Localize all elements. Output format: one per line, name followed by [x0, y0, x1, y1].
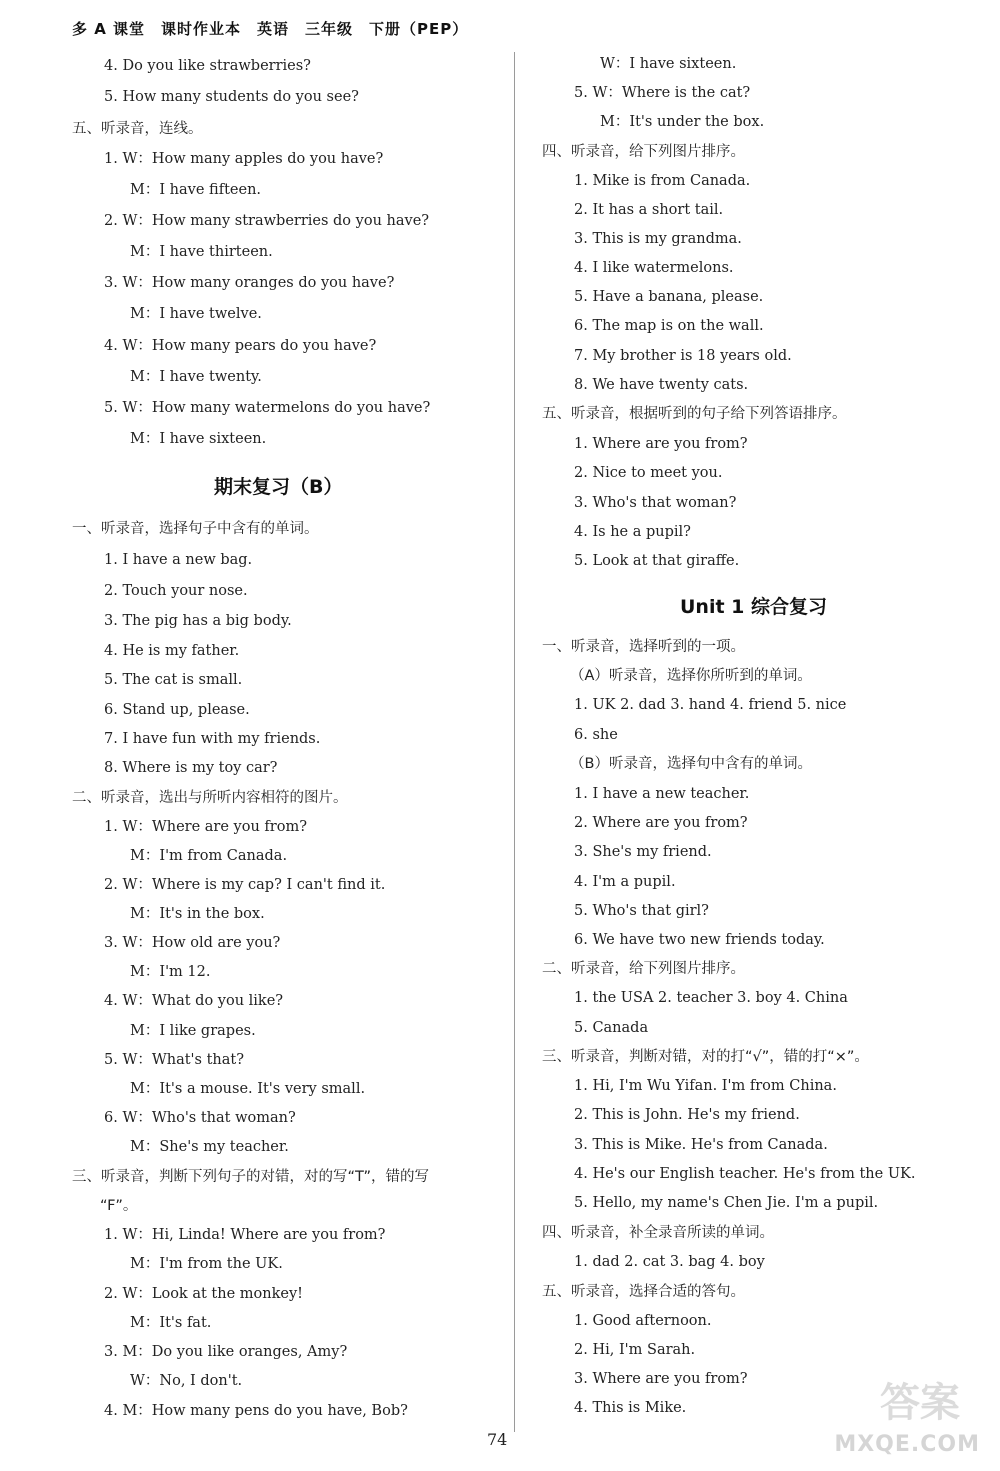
section-heading: （A）听录音，选择你所听到的单词。: [570, 668, 812, 684]
listening-line: 2. This is John. He's my friend.: [574, 1107, 800, 1123]
listening-line: 1. Hi, I'm Wu Yifan. I'm from China.: [574, 1078, 837, 1094]
listening-line: M：It's under the box.: [600, 114, 765, 130]
listening-line: 1. Where are you from?: [574, 436, 748, 452]
listening-line: 2. It has a short tail.: [574, 202, 724, 218]
listening-line: M：I like grapes.: [130, 1023, 256, 1039]
section-heading: 二、听录音，给下列图片排序。: [542, 961, 745, 977]
section-heading: 四、听录音，给下列图片排序。: [542, 144, 745, 160]
listening-line: 4. Do you like strawberries?: [104, 58, 311, 74]
section-title: Unit 1 综合复习: [680, 596, 827, 618]
listening-line: M：I'm from Canada.: [130, 848, 288, 864]
listening-line: 5. Hello, my name's Chen Jie. I'm a pupil.: [574, 1195, 879, 1211]
listening-line: 2. W：Where is my cap? I can't find it.: [104, 877, 386, 893]
listening-line: 2. W：How many strawberries do you have?: [104, 213, 430, 229]
listening-line: 1. dad 2. cat 3. bag 4. boy: [574, 1254, 765, 1270]
listening-line: 4. M：How many pens do you have, Bob?: [104, 1403, 408, 1419]
listening-line: 2. W：Look at the monkey!: [104, 1286, 303, 1302]
listening-line: 5. W：What's that?: [104, 1052, 245, 1068]
column-divider: [514, 52, 515, 1432]
listening-line: 1. W：How many apples do you have?: [104, 151, 384, 167]
section-heading: （B）听录音，选择句中含有的单词。: [570, 756, 812, 772]
section-heading: 四、听录音，补全录音所读的单词。: [542, 1225, 774, 1241]
listening-line: 1. Good afternoon.: [574, 1313, 712, 1329]
section-heading: 一、听录音，选择句子中含有的单词。: [72, 521, 319, 537]
listening-line: 1. the USA 2. teacher 3. boy 4. China: [574, 990, 848, 1006]
listening-line: 3. Where are you from?: [574, 1371, 748, 1387]
listening-line: 3. This is Mike. He's from Canada.: [574, 1137, 828, 1153]
section-heading: 五、听录音，选择合适的答句。: [542, 1284, 745, 1300]
listening-line: 3. She's my friend.: [574, 844, 712, 860]
listening-line: 4. I'm a pupil.: [574, 874, 676, 890]
section-title: 期末复习（B）: [214, 476, 343, 498]
listening-line: 5. How many students do you see?: [104, 89, 359, 105]
listening-line: M：I'm 12.: [130, 964, 211, 980]
listening-line: 3. Who's that woman?: [574, 495, 737, 511]
listening-line: M：I have twenty.: [130, 369, 262, 385]
listening-line: 8. Where is my toy car?: [104, 760, 278, 776]
listening-line: W：I have sixteen.: [600, 56, 737, 72]
watermark-site: MXQE.COM: [834, 1432, 980, 1457]
listening-line: M：It's fat.: [130, 1315, 212, 1331]
listening-line: 4. I like watermelons.: [574, 260, 734, 276]
listening-line: 4. Is he a pupil?: [574, 524, 691, 540]
listening-line: 3. W：How many oranges do you have?: [104, 275, 395, 291]
listening-line: 4. He's our English teacher. He's from the UK.: [574, 1166, 916, 1182]
listening-line: 1. Mike is from Canada.: [574, 173, 751, 189]
listening-line: M：I have thirteen.: [130, 244, 273, 260]
section-heading: 五、听录音，连线。: [72, 121, 203, 137]
listening-line: M：It's a mouse. It's very small.: [130, 1081, 366, 1097]
listening-line: M：I'm from the UK.: [130, 1256, 283, 1272]
watermark-mark: 答案: [880, 1380, 960, 1426]
section-heading: “F”。: [100, 1198, 138, 1214]
listening-line: 5. Look at that giraffe.: [574, 553, 740, 569]
right-column: [520, 0, 960, 1445]
listening-line: 3. The pig has a big body.: [104, 613, 292, 629]
listening-line: M：It's in the box.: [130, 906, 265, 922]
listening-line: 6. W：Who's that woman?: [104, 1110, 296, 1126]
watermark-logo: [778, 1371, 988, 1463]
listening-line: 1. UK 2. dad 3. hand 4. friend 5. nice: [574, 697, 847, 713]
listening-line: 2. Touch your nose.: [104, 583, 248, 599]
listening-line: 2. Hi, I'm Sarah.: [574, 1342, 696, 1358]
section-heading: 一、听录音，选择听到的一项。: [542, 639, 745, 655]
listening-line: 6. Stand up, please.: [104, 702, 250, 718]
listening-line: 4. He is my father.: [104, 643, 240, 659]
listening-line: 5. W：Where is the cat?: [574, 85, 751, 101]
listening-line: 5. Canada: [574, 1020, 649, 1036]
section-heading: 五、听录音，根据听到的句子给下列答语排序。: [542, 406, 847, 422]
page-header: 多 A 课堂 课时作业本 英语 三年级 下册（PEP）: [72, 20, 469, 38]
listening-line: 2. Nice to meet you.: [574, 465, 723, 481]
listening-line: 6. We have two new friends today.: [574, 932, 825, 948]
listening-line: 3. W：How old are you?: [104, 935, 281, 951]
section-heading: 二、听录音，选出与所听内容相符的图片。: [72, 790, 348, 806]
listening-line: 1. I have a new bag.: [104, 552, 253, 568]
listening-line: 8. We have twenty cats.: [574, 377, 749, 393]
section-heading: 三、听录音，判断对错，对的打“√”，错的打“×”。: [542, 1049, 869, 1065]
listening-line: 5. Have a banana, please.: [574, 289, 764, 305]
listening-line: 2. Where are you from?: [574, 815, 748, 831]
listening-line: 7. I have fun with my friends.: [104, 731, 321, 747]
listening-line: 4. This is Mike.: [574, 1400, 687, 1416]
listening-line: M：She's my teacher.: [130, 1139, 289, 1155]
left-column: [0, 0, 440, 1445]
listening-line: 5. The cat is small.: [104, 672, 243, 688]
listening-line: 3. This is my grandma.: [574, 231, 742, 247]
listening-line: M：I have fifteen.: [130, 182, 262, 198]
listening-line: 1. W：Hi, Linda! Where are you from?: [104, 1227, 386, 1243]
listening-line: M：I have twelve.: [130, 306, 262, 322]
listening-line: W：No, I don't.: [130, 1373, 243, 1389]
listening-line: 6. The map is on the wall.: [574, 318, 764, 334]
listening-line: 4. W：What do you like?: [104, 993, 284, 1009]
listening-line: 7. My brother is 18 years old.: [574, 348, 792, 364]
page-number: 74: [487, 1430, 508, 1449]
listening-line: 1. W：Where are you from?: [104, 819, 307, 835]
listening-line: 1. I have a new teacher.: [574, 786, 750, 802]
section-heading: 三、听录音，判断下列句子的对错，对的写“T”，错的写: [72, 1169, 430, 1185]
listening-line: 5. W：How many watermelons do you have?: [104, 400, 431, 416]
listening-line: M：I have sixteen.: [130, 431, 267, 447]
listening-line: 3. M：Do you like oranges, Amy?: [104, 1344, 348, 1360]
listening-line: 6. she: [574, 727, 618, 743]
listening-line: 5. Who's that girl?: [574, 903, 709, 919]
listening-line: 4. W：How many pears do you have?: [104, 338, 377, 354]
